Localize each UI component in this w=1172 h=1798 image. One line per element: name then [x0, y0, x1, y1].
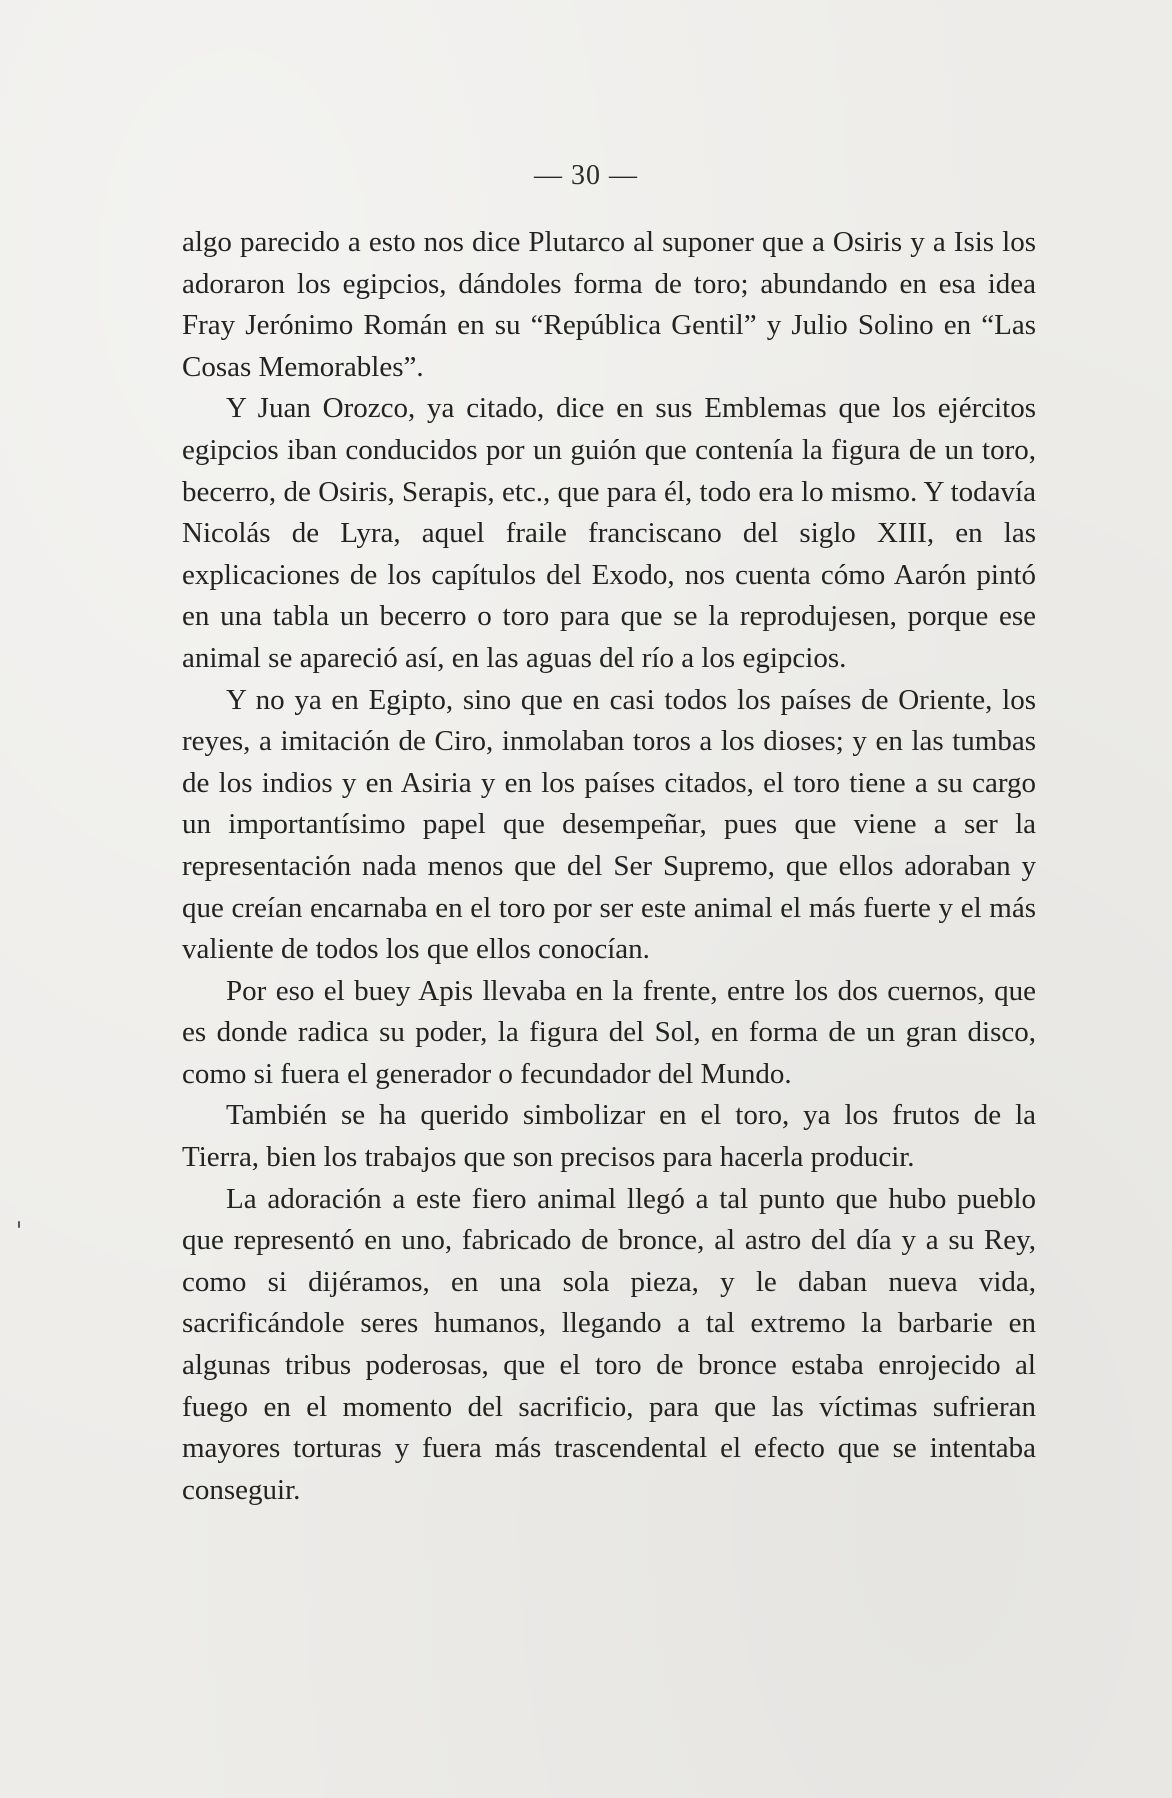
paragraph-3: Y no ya en Egipto, sino que en casi todos los países de Oriente, los reyes, a imitación de Ciro, inmolaban toros a los dioses; y en las tumbas de los indios y en Asiria y en los países citados, el toro tiene a su cargo un importantísimo papel que desempeñar, pues que viene a ser la representación nada menos que del Ser Supremo, que ellos adoraban y que creían encarnaba en el toro por ser este animal el más fuerte y el más valiente de todos los que ellos conocían.	[182, 683, 1036, 966]
paragraph-2: Y Juan Orozco, ya citado, dice en sus Emblemas que los ejércitos egipcios iban conducidos por un guión que contenía la figura de un toro, becerro, de Osiris, Serapis, etc., que para él, todo era lo mismo. Y todavía Nicolás de Lyra, aquel fraile franciscano del siglo XIII, en las explicaciones de los capítulos del Exodo, nos cuenta cómo Aarón pintó en una tabla un becerro o toro para que se la reprodujesen, porque ese animal se apareció así, en las aguas del río a los egipcios.	[182, 392, 1036, 674]
body-text	[182, 222, 1036, 1511]
paragraph-4: Por eso el buey Apis llevaba en la frente, entre los dos cuernos, que es donde radica su poder, la figura del Sol, en forma de un gran disco, como si fuera el generador o fecundador del Mundo.	[182, 974, 1036, 1090]
ink-speck	[18, 1221, 20, 1228]
paragraph-1: algo parecido a esto nos dice Plutarco al suponer que a Osiris y a Isis los adoraron los egipcios, dándoles forma de toro; abundando en esa idea Fray Jerónimo Román en su “República Gentil” y Julio Solino en “Las Cosas Memorables”.	[182, 226, 1036, 383]
page-number: — 30 —	[534, 160, 638, 191]
paragraph-5: También se ha querido simbolizar en el toro, ya los frutos de la Tierra, bien los trabajos que son precisos para hacerla producir.	[182, 1099, 1036, 1174]
paragraph-6: La adoración a este fiero animal llegó a tal punto que hubo pueblo que representó en uno, fabricado de bronce, al astro del día y a su Rey, como si dijéramos, en una sola pieza, y le daban nueva vida, sacrificándole seres humanos, llegando a tal extremo la barbarie en algunas tribus poderosas, que el toro de bronce estaba enrojecido al fuego en el momento del sacrificio, para que las víctimas sufrieran mayores torturas y fuera más trascendental el efecto que se intentaba conseguir.	[182, 1182, 1036, 1506]
